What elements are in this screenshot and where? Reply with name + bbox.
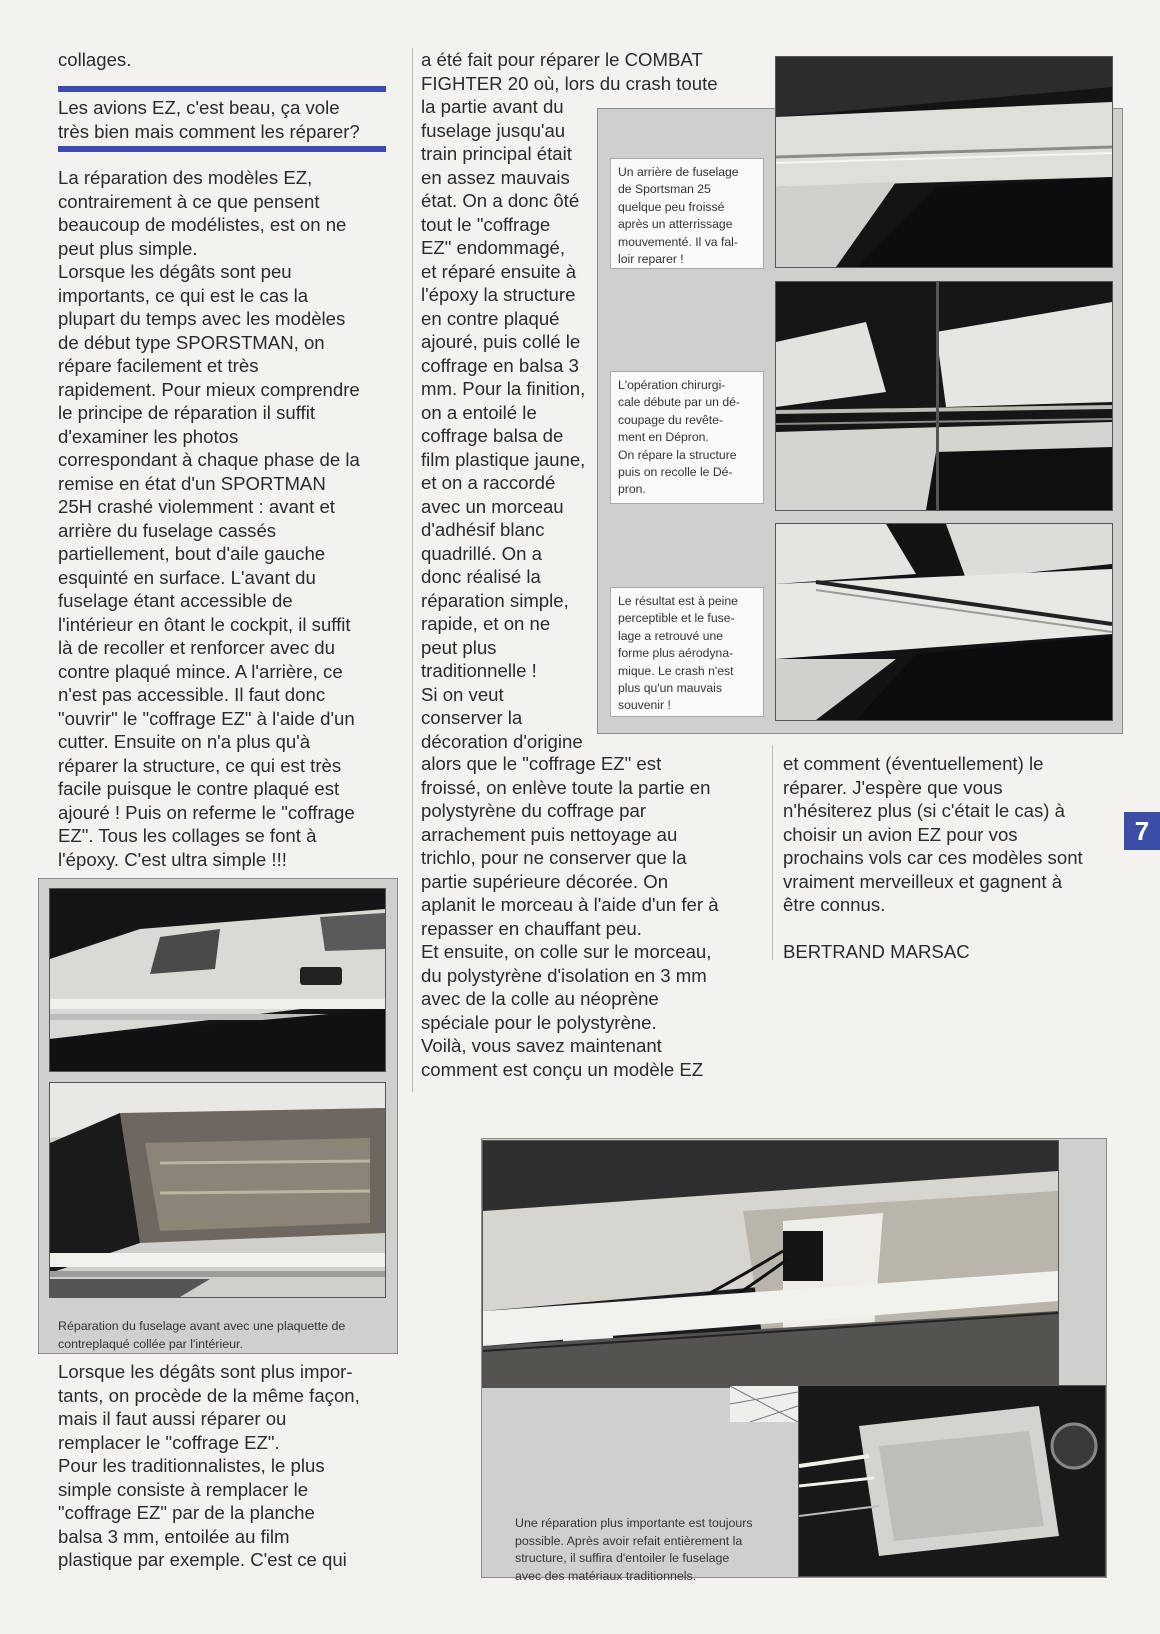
photo-grid-tape — [730, 1386, 798, 1422]
photo-rear-fuselage-damaged — [775, 56, 1113, 268]
photo-rear-fuselage-repaired — [775, 523, 1113, 721]
right-caption-3: Le résultat est à peine perceptible et le fuse- lage a retrouvé une forme plus aérodyna- mique. Le crash n'est plus qu'un mauvais souvenir ! — [610, 587, 764, 717]
photo-servo-detail — [798, 1385, 1106, 1577]
page-number: 7 — [1124, 812, 1160, 850]
col3-body-text: et comment (éventuellement) le réparer. J'espère que vous n'hésiterez plus (si c'était le cas) à choisir un avion EZ pour vos prochains vols car ces modèles sont vraiment merveilleux et gagnent à être connus. — [783, 753, 1083, 915]
subheading-rule-bottom — [58, 146, 386, 152]
col1-bottom-text: Lorsque les dégâts sont plus impor- tants, on procède de la même façon, mais il faut aussi réparer ou remplacer le "coffrage EZ". Pour les traditionnalistes, le plus simple consiste à remplacer le "coffrage EZ" par de la planche balsa 3 mm, entoilée au film plastique par exemple. C'est ce qui — [58, 1361, 360, 1570]
photo-rear-fuselage-cut — [775, 281, 1113, 511]
author-name: BERTRAND MARSAC — [783, 941, 970, 962]
photo-front-fuselage-top — [49, 888, 386, 1072]
bottom-photo-caption: Une réparation plus importante est toujours possible. Après avoir refait entièrement la structure, il suffira d'entoiler le fuselage avec des matériaux traditionnels. — [515, 1516, 753, 1583]
subheading-rule-top — [58, 86, 386, 92]
right-caption-2: L'opération chirurgi- cale débute par un dé- coupage du revête- ment en Dépron. On répare la structure puis on recolle le Dé- pron. — [610, 371, 764, 504]
col2-bottom-text: alors que le "coffrage EZ" est froissé, on enlève toute la partie en polystyrène du coffrage par arrachement puis nettoyage au trichlo, pour ne conserver que la partie supérieure décorée. On aplanit le morceau à l'aide d'un fer à repasser en chauffant peu. Et ensuite, on colle sur le morceau, du polystyrène d'isolation en 3 mm avec de la colle au néoprène spéciale pour le polystyrène. Voilà, vous savez maintenant comment est conçu un modèle EZ — [421, 753, 719, 1080]
photo-front-fuselage-inside — [49, 1082, 386, 1298]
col1-top-text: collages. — [58, 49, 132, 70]
left-photo-caption: Réparation du fuselage avant avec une plaquette de contreplaqué collée par l'intérieur. — [58, 1319, 346, 1351]
column-divider — [412, 48, 413, 1092]
col1-body-text: La réparation des modèles EZ, contrairement à ce que pensent beaucoup de modélistes, est on ne peut plus simple. Lorsque les dégâts sont peu importants, ce qui est le cas la plupart du temps avec les modèles de début type SPORSTMAN, on répare facilement et très rapidement. Pour mieux comprendre le principe de réparation il suffit d'examiner les photos correspondant à chaque phase de la remise en état d'un SPORTMAN 25H crashé violemment : avant et arrière du fuselage cassés partiellement, bout d'aile gauche esquinté en surface. L'avant du fuselage étant accessible de l'intérieur en ôtant le cockpit, il suffit là de recoller et renforcer avec du contre plaqué mince. A l'arrière, ce n'est pas accessible. Il faut donc "ouvrir" le "coffrage EZ" à l'aide d'un cutter. Ensuite on n'a plus qu'à réparer la structure, ce qui est très facile puisque le contre plaqué est ajouré ! Puis on referme le "coffrage EZ". Tous les collages se font à l'époxy. C'est ultra simple !!! — [58, 167, 360, 870]
right-caption-1: Un arrière de fuselage de Sportsman 25 quelque peu froissé après un atterrissage mouvementé. Il va fal- loir reparer ! — [610, 158, 764, 269]
photo-structure-rebuilt — [482, 1140, 1059, 1388]
col2-top-text: a été fait pour réparer le COMBAT FIGHTER 20 où, lors du crash toute — [421, 49, 718, 94]
col2-narrow-text: la partie avant du fuselage jusqu'au train principal était en assez mauvais état. On a donc ôté tout le "coffrage EZ" endommagé, et réparé ensuite à l'époxy la structure en contre plaqué ajouré, puis collé le coffrage en balsa 3 mm. Pour la finition, on a entoilé le coffrage balsa de film plastique jaune, et on a raccordé avec un morceau d'adhésif blanc quadrillé. On a donc réalisé la réparation simple, rapide, et on ne peut plus traditionnelle ! Si on veut conserver la décoration d'origine — [421, 96, 586, 752]
subheading: Les avions EZ, c'est beau, ça vole très bien mais comment les réparer? — [58, 97, 360, 142]
column-divider-2 — [772, 745, 773, 960]
